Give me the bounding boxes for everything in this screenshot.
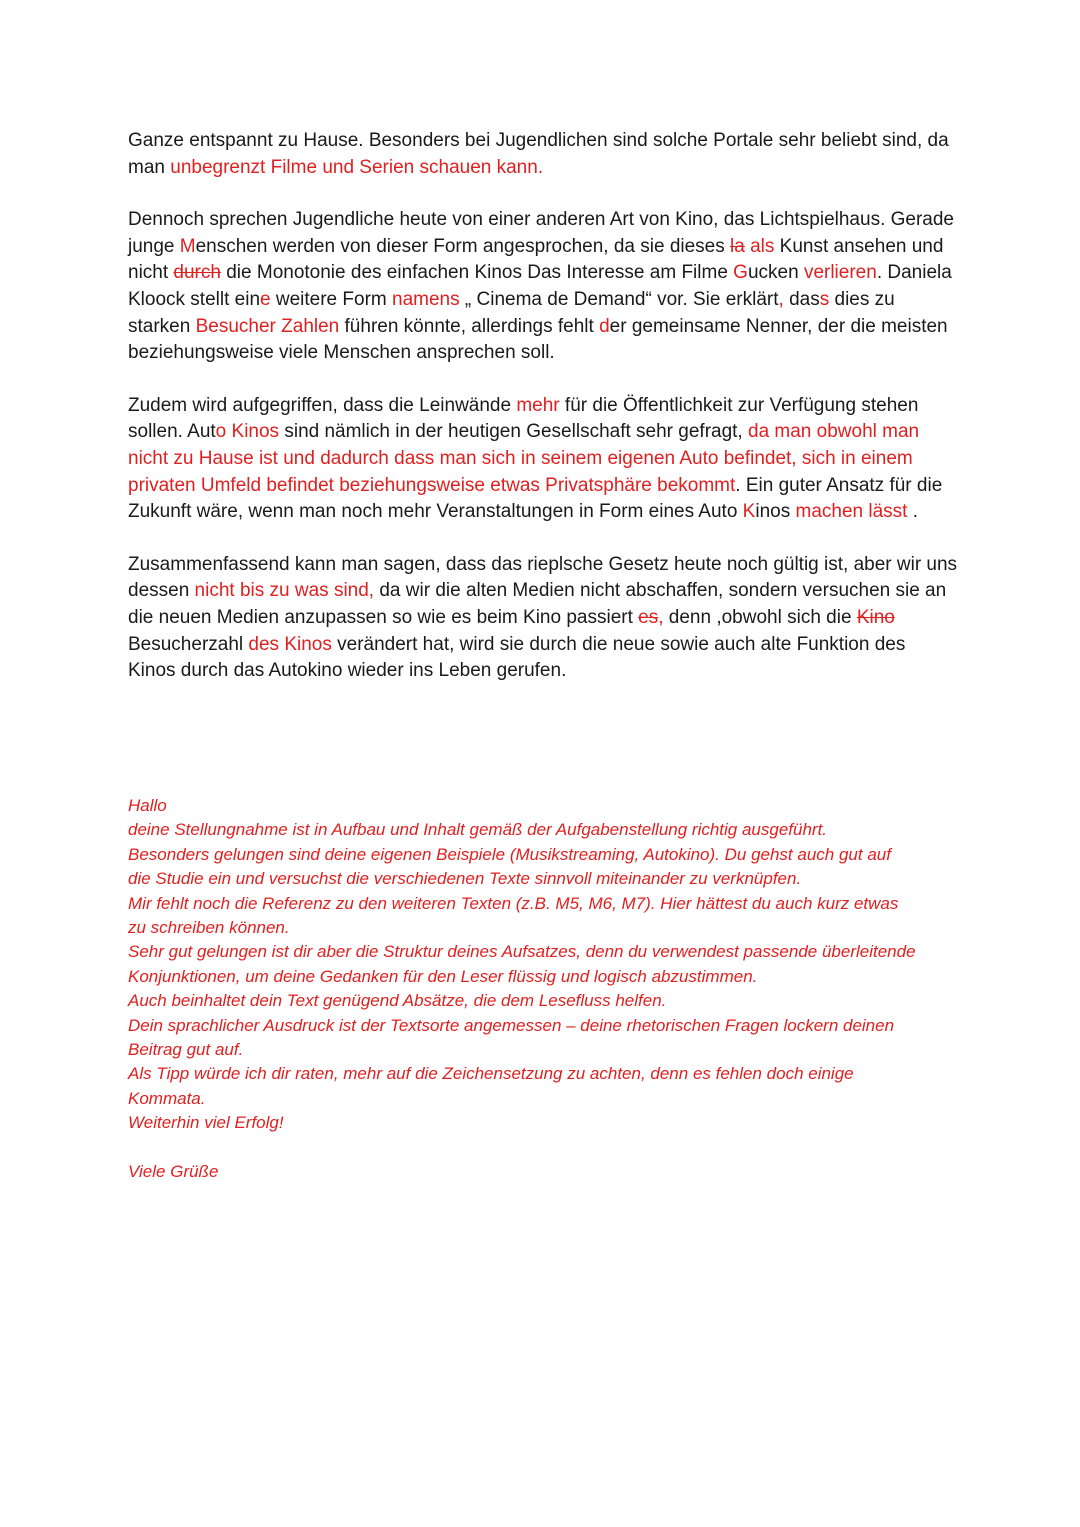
correction-insert: verlieren [803,262,877,284]
correction-strike: la [730,235,745,257]
correction-insert: Kinos [231,421,280,443]
text-segment: sind nämlich in der heutigen Gesellschaft sehr gefragt, [279,421,748,443]
text-segment: verändert hat, wird sie durch die neue sowie auch alte Funktion des Kinos durch das Autokino wieder ins Leben gerufen. [128,633,906,682]
correction-insert: , [658,606,664,628]
text-segment: . [907,501,919,523]
text-segment: das [783,288,820,310]
correction-insert: d [599,315,610,337]
text-segment: führen könnte, allerdings fehlt [339,315,600,337]
paragraph-2 [128,207,958,367]
essay-body [128,128,958,685]
correction-insert: Besucher Zahlen [195,315,340,337]
feedback-line: Besonders gelungen sind deine eigenen Beispiele (Musikstreaming, Autokino). Du gehst auch gut auf [128,844,891,864]
text-segment: Zudem wird aufgegriffen, dass die Leinwände [128,394,517,416]
feedback-line: Hallo [128,796,167,815]
correction-insert: unbegrenzt Filme und Serien schauen kann. [170,156,544,178]
correction-insert: e [260,288,271,310]
text-segment: ucken [747,262,804,284]
text-segment: „ Cinema de Demand“ vor. Sie erklärt [459,288,779,310]
feedback-line: Viele Grüße [128,1162,219,1182]
teacher-feedback [128,794,968,1184]
text-segment: denn ,obwohl sich die [663,606,857,628]
correction-insert: machen lässt [795,501,908,523]
feedback-line: deine Stellungnahme ist in Aufbau und Inhalt gemäß der Aufgabenstellung richtig ausgeführt. [128,820,828,840]
feedback-line: Beitrag gut auf. [128,1040,244,1060]
correction-insert: nicht bis zu was sind, [194,580,375,602]
correction-insert: o [215,421,227,443]
text-segment: weitere Form [270,288,393,310]
feedback-line: Mir fehlt noch die Referenz zu den weiteren Texten (z.B. M5, M6, M7). Hier hättest du auch kurz etwas [128,893,899,913]
text-segment: Ganze entspannt zu Hause. Besonders bei Jugendlichen sind solche Portale sehr beliebt sind, da man [128,130,949,178]
feedback-line: Konjunktionen, um deine Gedanken für den Leser flüssig und logisch abzustimmen. [128,966,758,986]
text-segment: enschen werden von dieser Form angesprochen, da sie dieses [195,235,731,257]
text-segment: er gemeinsame Nenner, der die meisten beziehungsweise viele Menschen ansprechen soll. [128,315,948,364]
feedback-line: Als Tipp würde ich dir raten, mehr auf die Zeichensetzung zu achten, denn es fehlen doch einige [128,1064,854,1084]
paragraph-3 [128,393,958,526]
text-segment: für die Öffentlichkeit zur Verfügung stehen sollen. Aut [128,394,919,443]
text-segment: inos [755,501,796,523]
correction-strike: Kino [856,606,895,628]
correction-insert: mehr [516,394,560,416]
correction-insert: M [179,235,196,257]
feedback-line: Dein sprachlicher Ausdruck ist der Textsorte angemessen – deine rhetorischen Fragen lockern deinen [128,1015,895,1035]
feedback-line [128,1136,968,1160]
correction-insert: s [819,288,830,310]
correction-strike: es [638,606,659,628]
text-segment: . Daniela Kloock stellt ein [128,262,952,310]
paragraph-4 [128,552,958,685]
paragraph-1 [128,128,958,181]
text-segment: die Monotonie des einfachen Kinos Das Interesse am Filme [220,262,734,284]
feedback-line: Weiterhin viel Erfolg! [128,1113,284,1133]
feedback-line: zu schreiben können. [128,918,290,938]
text-segment: Dennoch sprechen Jugendliche heute von einer anderen Art von Kino, das Lichtspielhaus. Gerade junge [128,209,954,257]
correction-strike: durch [173,262,221,284]
correction-insert: K [742,501,756,523]
correction-insert: , [778,288,784,310]
text-segment: Zusammenfassend kann man sagen, dass das rieplsche Gesetz heute noch gültig ist, aber wir uns dessen [128,553,958,602]
text-segment: dies zu starken [128,288,895,337]
text-segment: da wir die alten Medien nicht abschaffen, sondern versuchen sie an die neuen Medien anzupassen so wie es beim Kino passiert [128,580,947,628]
text-segment: . Ein guter Ansatz für die Zukunft wäre, wenn man noch mehr Veranstaltungen in Form eines Auto [128,474,943,523]
feedback-line: Sehr gut gelungen ist dir aber die Struktur deines Aufsatzes, denn du verwendest passende überleitende [128,942,916,962]
correction-insert: da man obwohl man nicht zu Hause ist und dadurch dass man sich in seinem eigenen Auto befindet, sich in einem privaten Umfeld befindet beziehungsweise etwas Privatsphäre bekommt [128,421,920,496]
correction-insert: namens [392,288,460,310]
feedback-line: die Studie ein und versuchst die verschiedenen Texte sinnvoll miteinander zu verknüpfen. [128,869,802,889]
text-segment: Besucherzahl [128,633,249,655]
feedback-line: Auch beinhaltet dein Text genügend Absätze, die dem Lesefluss helfen. [128,991,667,1011]
correction-insert: G [733,262,748,284]
correction-insert: als [744,235,775,257]
feedback-line: Kommata. [128,1088,206,1108]
correction-insert: des Kinos [248,633,332,655]
text-segment: Kunst ansehen und nicht [128,235,944,284]
